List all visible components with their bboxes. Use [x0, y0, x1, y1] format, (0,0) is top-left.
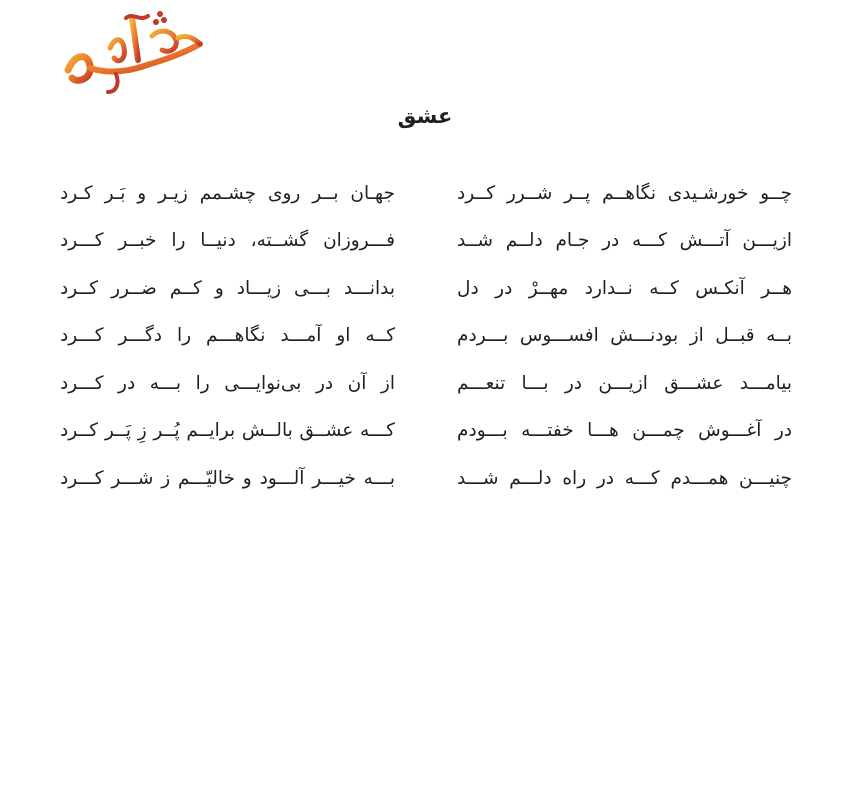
hemistich-second: جهـان بــر روی چشـمم زیـر و بَـر کـرد [60, 182, 395, 204]
hemistich-second: از آن در بی‌نوایـــی را بـــه در کـــرد [60, 372, 395, 394]
poem-title: عشق [397, 104, 453, 128]
logo-calligraphy-icon [60, 8, 210, 94]
hemistich-second: بدانـــد بـــی زیـــاد و کــم ضــرر کــرد [60, 277, 395, 299]
hemistich-first: بیامـــد عشـــق ازیـــن در بـــا تنعـــم [457, 372, 792, 394]
hemistich-first: چنیـــن همـــدم کـــه در راه دلـــم شـــد [457, 467, 792, 489]
couplet [60, 455, 792, 503]
couplet [60, 218, 792, 266]
hemistich-second: فـــروزان گشــته، دنیــا را خبــر کـــرد [60, 230, 395, 251]
couplet [60, 313, 792, 361]
poem-couplets [60, 170, 792, 503]
couplet [60, 408, 792, 456]
hemistich-first: در آغـــوش چمـــن هـــا خفتـــه بـــودم [457, 420, 792, 441]
hemistich-first: بــه قبــل از بودنـــش افســـوس بـــردم [457, 325, 792, 346]
couplet [60, 265, 792, 313]
hemistich-second: بـــه خیـــر آلـــود و خالیّـــم ز شـــر کـــرد [60, 467, 395, 489]
site-logo[interactable] [60, 8, 210, 94]
hemistich-first: ازیـــن آتـــش کـــه در جـام دلــم شــد [457, 230, 792, 251]
hemistich-first: هــر آنکـس کــه نــدارد مهــرْ در دل [457, 277, 792, 299]
hemistich-first: چــو خورشـیدی نگاهــم پــر شــرر کــرد [457, 182, 792, 204]
couplet [60, 360, 792, 408]
hemistich-second: کــه او آمـــد نگاهـــم را دگـــر کـــرد [60, 325, 395, 346]
hemistich-second: کـــه عشــق بالــش برایــم پُــر زِ پَــر کــرد [60, 420, 395, 441]
couplet [60, 170, 792, 218]
